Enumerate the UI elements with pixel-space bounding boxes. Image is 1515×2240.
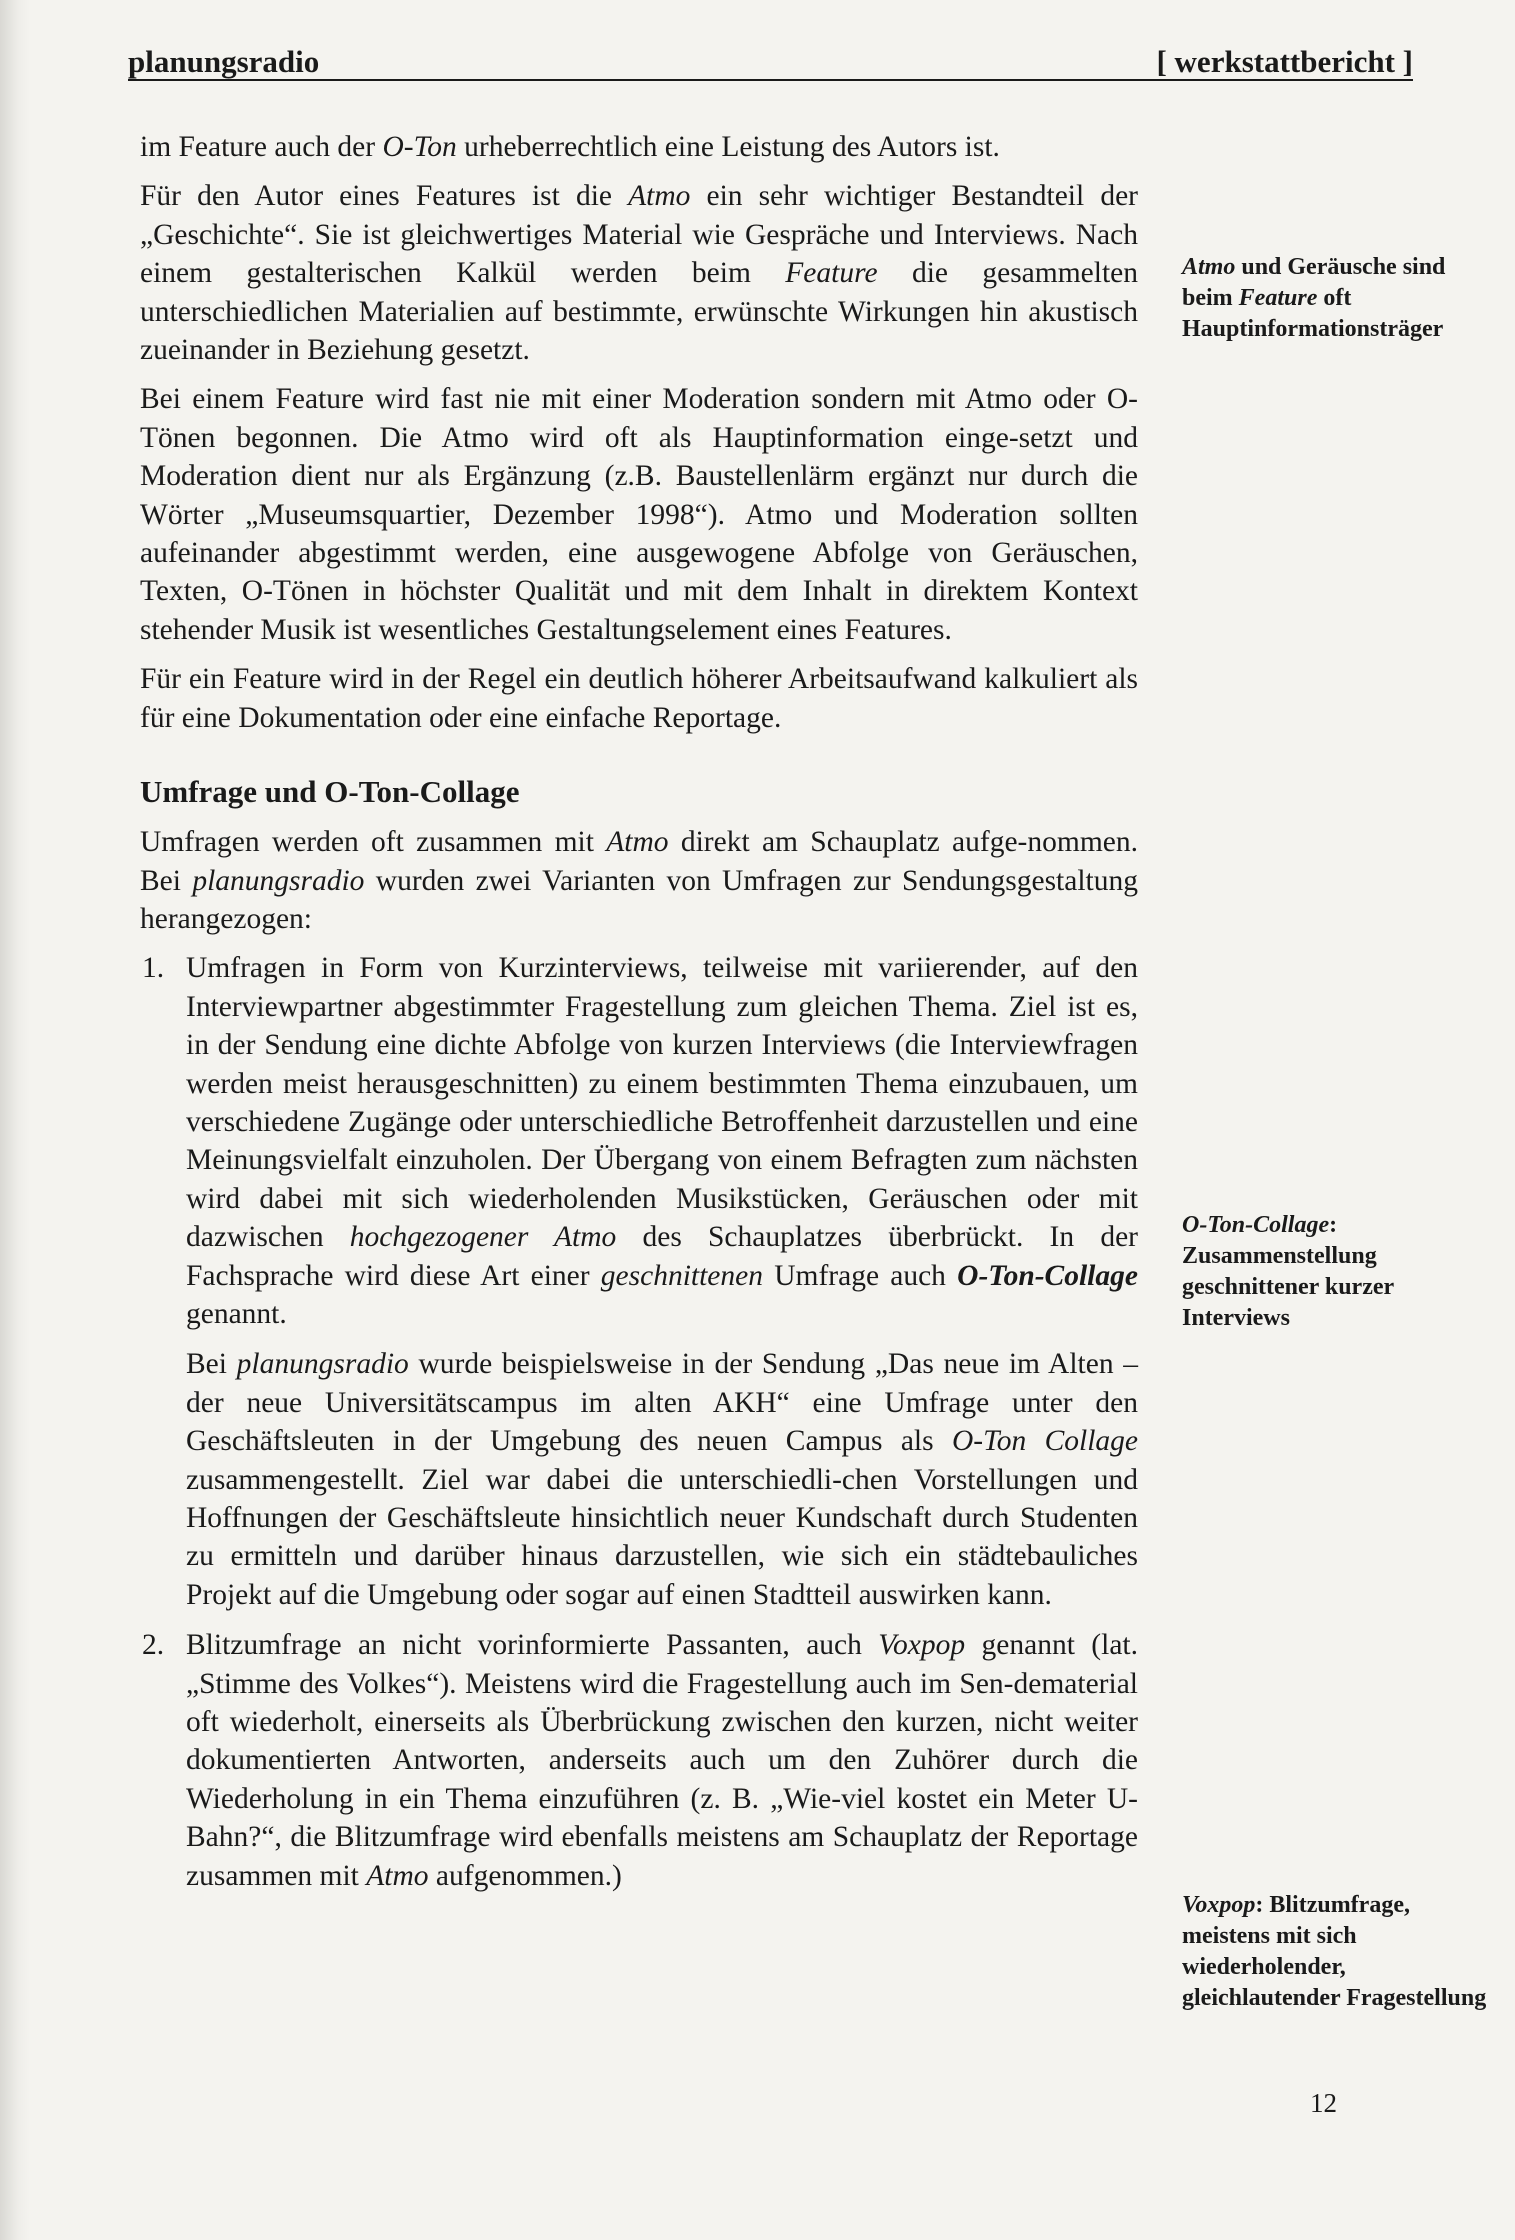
margin-note-o-ton-collage: O-Ton-Collage: Zusammenstellung geschnittener kurzer Interviews	[1182, 1212, 1394, 1331]
margin-note-atmo: Atmo und Geräusche sind beim Feature oft Hauptinformationsträger	[1182, 254, 1446, 342]
header-title: planungsradio	[128, 44, 320, 79]
section-heading: Umfrage und O-Ton-Collage	[140, 774, 520, 810]
list-item-number: 1.	[142, 952, 165, 985]
list-item	[140, 1626, 1138, 1895]
list-item-number: 2.	[142, 1629, 165, 1662]
list-item-text: Blitzumfrage an nicht vorinformierte Passanten, auch Voxpop genannt (lat. „Stimme des Volkes“). Meistens wird die Fragestellung auch im Sen-dematerial oft wiederholt, einerseits als Überbrückung zwischen den kurzen, nicht weiter dokumentierten Antworten, anderseits auch um den Zuhörer durch die Wiederholung in ein Thema einzuführen (z. B. „Wie-viel kostet ein Meter U-Bahn?“, die Blitzumfrage wird ebenfalls meistens am Schauplatz der Reportage zusammen mit Atmo aufgenommen.)	[186, 1629, 1138, 1892]
header-rule	[128, 79, 1413, 81]
paragraph-continuation: im Feature auch der O-Ton urheberrechtlich eine Leistung des Autors ist.	[140, 131, 1000, 163]
header-section-label: [ werkstattbericht ]	[1156, 44, 1413, 79]
list-item-text: Umfragen in Form von Kurzinterviews, teilweise mit variierender, auf den Interviewpartner abgestimmter Fragestellung zum gleichen Thema. Ziel ist es, in der Sendung eine dichte Abfolge von kurzen Interviews (die Interviewfragen werden meist herausgeschnitten) zu einem bestimmten Thema einzubauen, um verschiedene Zugänge oder unterschiedliche Betroffenheit darzustellen und eine Meinungsvielfalt einzuholen. Der Übergang von einem Befragten zum nächsten wird dabei mit sich wiederholenden Musikstücken, Geräuschen oder mit dazwischen hochgezogener Atmo des Schauplatzes überbrückt. In der Fachsprache wird diese Art einer geschnittenen Umfrage auch O-Ton-Collage genannt.	[186, 952, 1138, 1330]
paragraph-atmo: Für den Autor eines Features ist die Atmo ein sehr wichtiger Bestandteil der „Geschichte“. Sie ist gleichwertiges Material wie Gespräche und Interviews. Nach einem gestalterischen Kalkül werden beim Feature die gesammelten unterschiedlichen Materialien auf bestimmte, erwünschte Wirkungen hin akustisch zueinander in Beziehung gesetzt.	[140, 180, 1138, 367]
page-edge-shadow	[0, 0, 30, 2240]
main-text-column	[140, 128, 1138, 1907]
page-number: 12	[1310, 2088, 1337, 2118]
paragraph-moderation: Bei einem Feature wird fast nie mit einer Moderation sondern mit Atmo oder O-Tönen begonnen. Die Atmo wird oft als Hauptinformation einge-setzt und Moderation dient nur als Ergänzung (z.B. Baustellenlärm ergänzt nur durch die Wörter „Museumsquartier, Dezember 1998“). Atmo und Moderation sollten aufeinander abgestimmt werden, eine ausgewogene Abfolge von Geräuschen, Texten, O-Tönen in höchster Qualität und mit dem Inhalt in direktem Kontext stehender Musik ist wesentliches Gestaltungselement eines Features.	[140, 383, 1138, 646]
umfrage-variants-list	[140, 949, 1138, 1895]
paragraph-workload: Für ein Feature wird in der Regel ein deutlich höherer Arbeitsaufwand kalkuliert als für eine Dokumentation oder eine einfache Reportage.	[140, 663, 1138, 734]
list-item	[140, 949, 1138, 1614]
margin-note-voxpop: Voxpop: Blitzumfrage, meistens mit sich wiederholender, gleichlautender Fragestellung	[1182, 1892, 1487, 2011]
paragraph-umfragen: Umfragen werden oft zusammen mit Atmo direkt am Schauplatz aufge-nommen. Bei planungsradio wurden zwei Varianten von Umfragen zur Sendungsgestaltung herangezogen:	[140, 826, 1138, 935]
list-item-example: Bei planungsradio wurde beispielsweise in der Sendung „Das neue im Alten – der neue Universitätscampus im alten AKH“ eine Umfrage unter den Geschäftsleuten in der Umgebung des neuen Campus als O-Ton Collage zusammengestellt. Ziel war dabei die unterschiedli-chen Vorstellungen und Hoffnungen der Geschäftsleute hinsichtlich neuer Kundschaft durch Studenten zu ermitteln und darüber hinaus darzustellen, wie sich ein städtebauliches Projekt auf die Umgebung oder sogar auf einen Stadtteil auswirken kann.	[186, 1348, 1139, 1611]
running-header	[128, 44, 1413, 84]
